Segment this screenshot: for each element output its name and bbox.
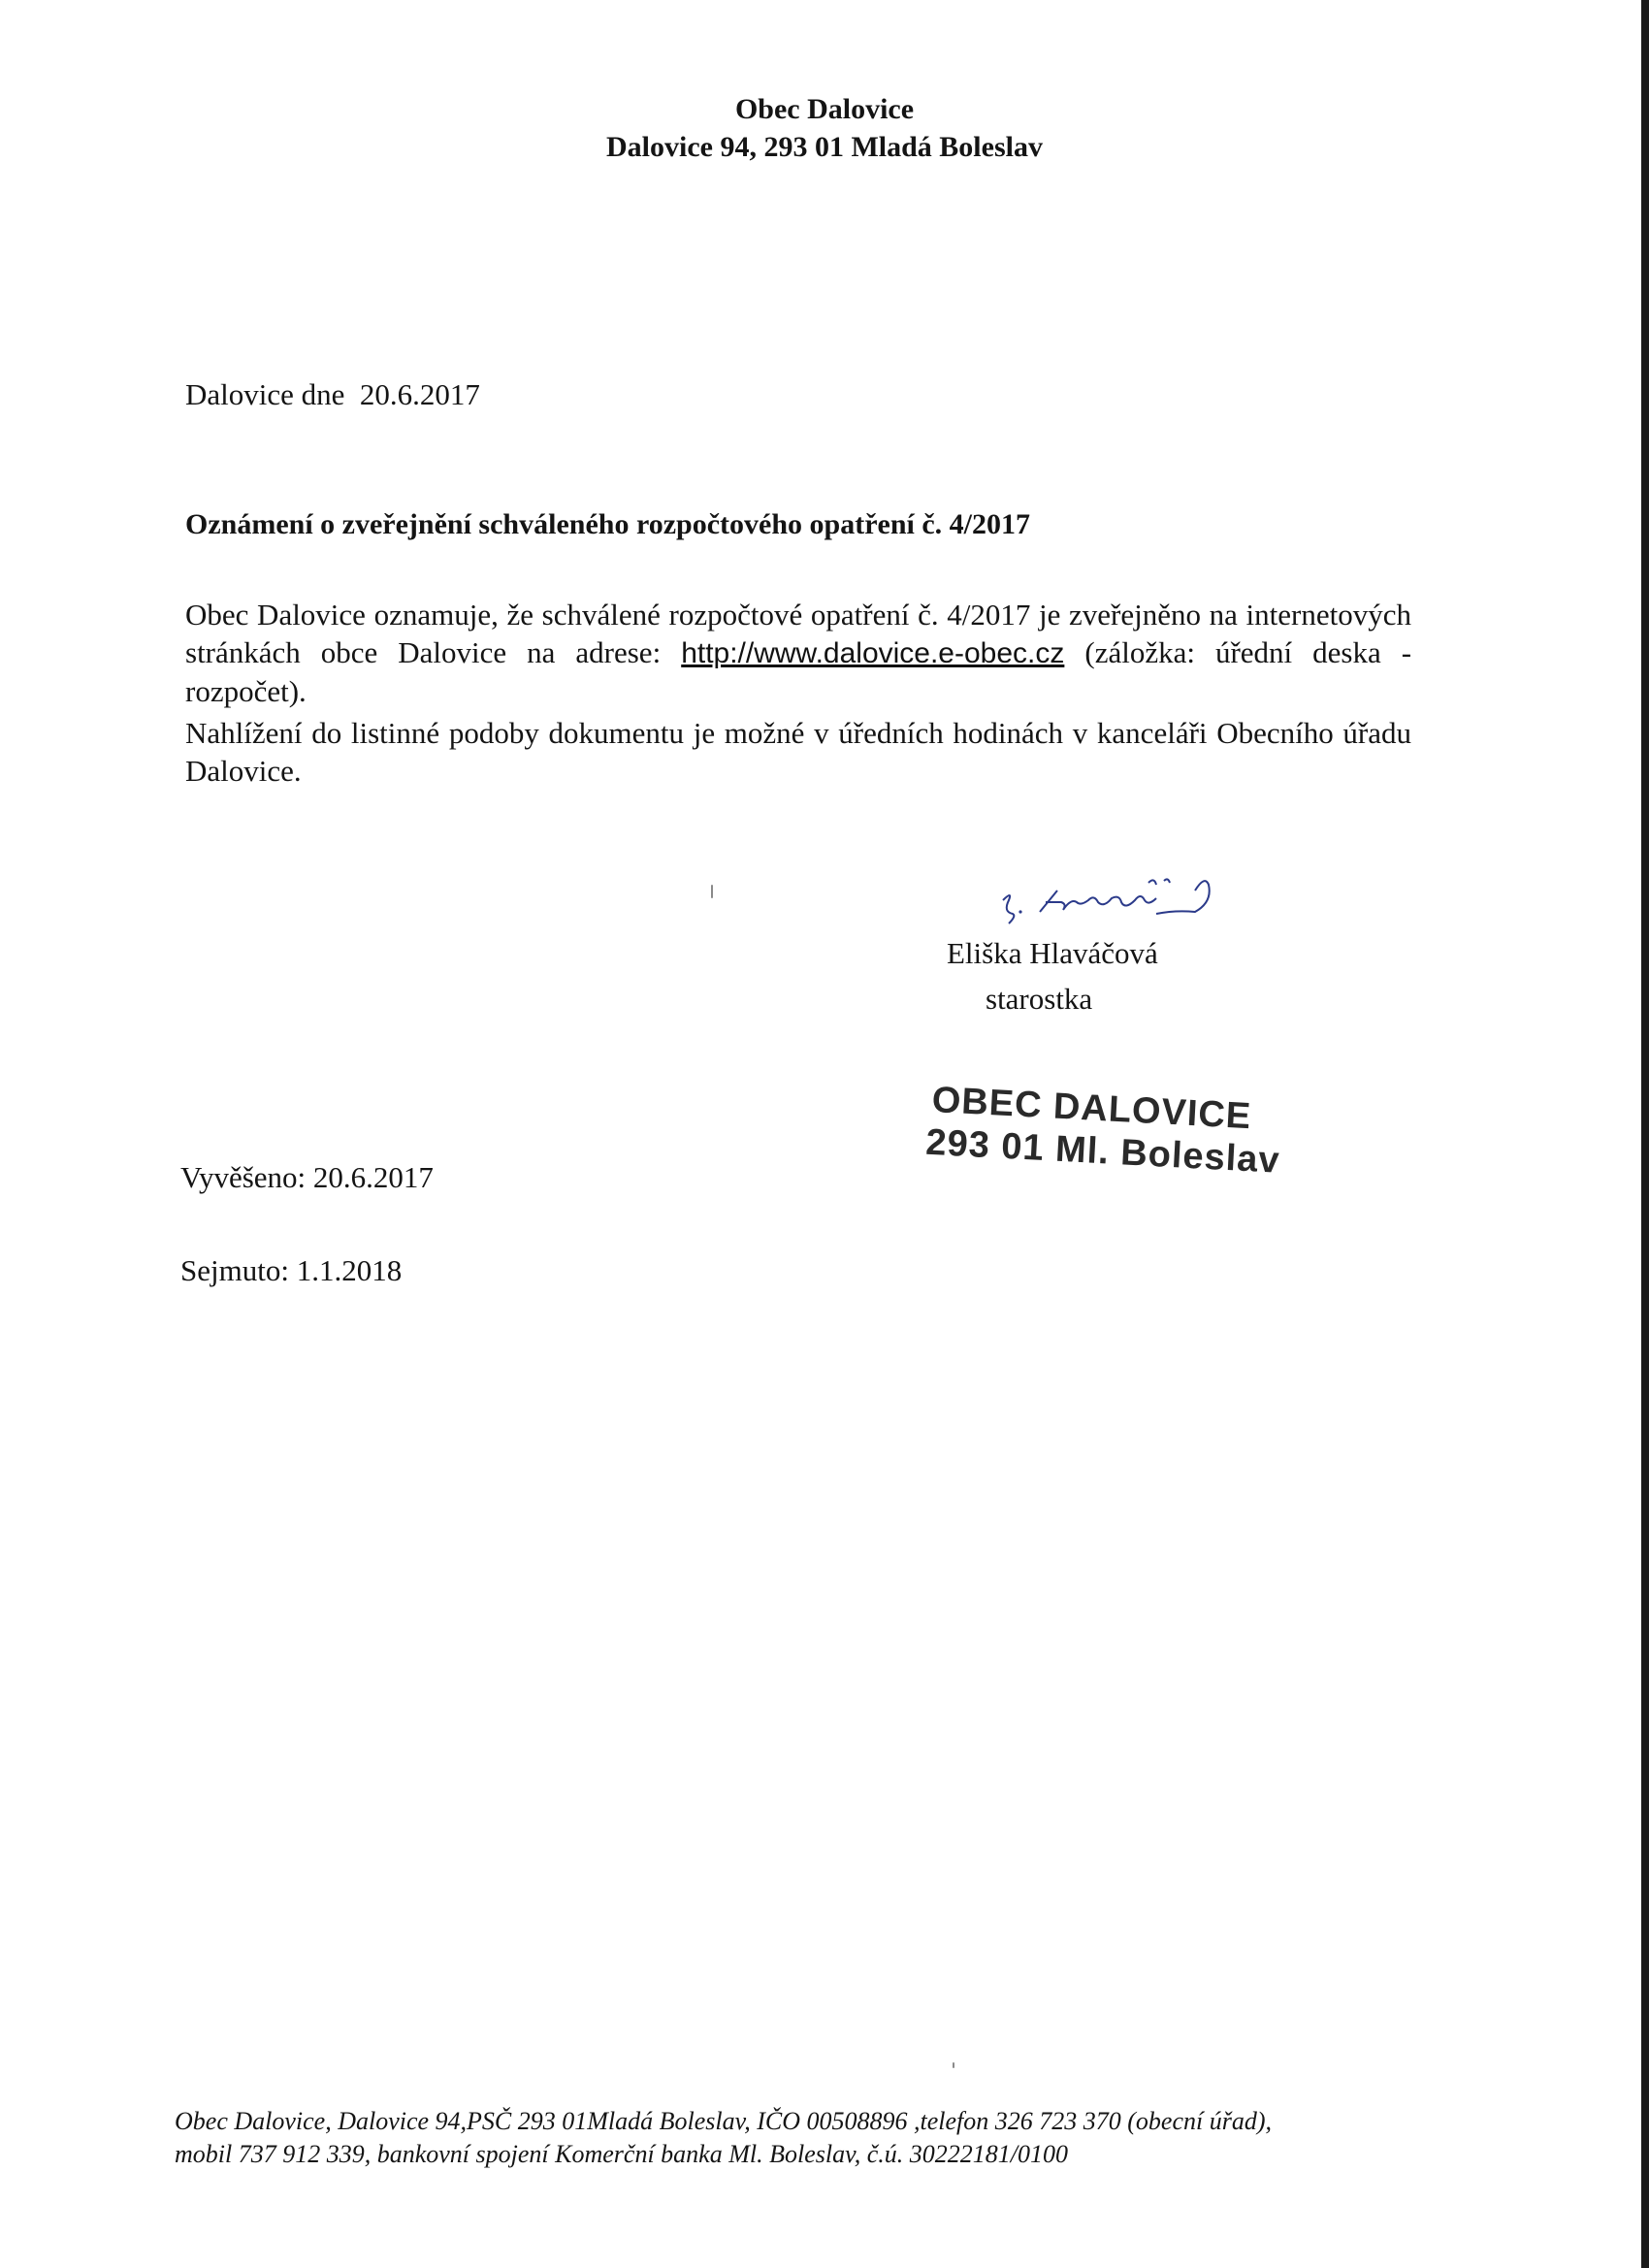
paragraph-suffix: (záložka: úřední deska - rozpočet). — [185, 635, 1412, 708]
paragraph-text: Obec Dalovice oznamuje, že schválené rozpočtové opatření č. 4/2017 je zveřejněno na internetových stránkách obce Dalovice na adrese: — [185, 598, 1411, 669]
municipality-name: Obec Dalovice — [734, 93, 915, 125]
document-date: Dalovice dne 20.6.2017 — [185, 377, 480, 411]
handwritten-signature — [991, 871, 1253, 931]
signer-name: Eliška Hlaváčová — [947, 936, 1158, 970]
scan-edge — [1641, 0, 1649, 2268]
viewing-info-paragraph: Nahlížení do listinné podoby dokumentu je možné v úředních hodinách v kanceláři Obecního úřadu Dalovice. — [185, 716, 1411, 788]
official-stamp — [924, 1079, 1283, 1183]
announcement-title: Oznámení o zveřejnění schváleného rozpočtového opatření č. 4/2017 — [185, 508, 1030, 540]
stamp-line-2: 293 01 Ml. Boleslav — [924, 1121, 1281, 1182]
announcement-paragraph — [185, 596, 1411, 710]
footer-contact — [175, 2105, 1272, 2171]
scan-speck — [953, 2062, 954, 2068]
municipality-address: Dalovice 94, 293 01 Mladá Boleslav — [606, 131, 1043, 163]
website-link[interactable]: http://www.dalovice.e-obec.cz — [681, 637, 1065, 669]
posted-date: Vyvěšeno: 20.6.2017 — [180, 1160, 434, 1194]
footer-line-2: mobil 737 912 339, bankovní spojení Komerční banka Ml. Boleslav, č.ú. 30222181/0100 — [175, 2140, 1068, 2168]
stamp-line-1: OBEC DALOVICE — [930, 1079, 1253, 1138]
scan-speck — [711, 885, 713, 898]
removed-date: Sejmuto: 1.1.2018 — [180, 1253, 403, 1287]
footer-line-1: Obec Dalovice, Dalovice 94,PSČ 293 01Mladá Boleslav, IČO 00508896 ,telefon 326 723 370 (obecní úřad), — [175, 2107, 1273, 2135]
signer-role: starostka — [986, 982, 1093, 1016]
